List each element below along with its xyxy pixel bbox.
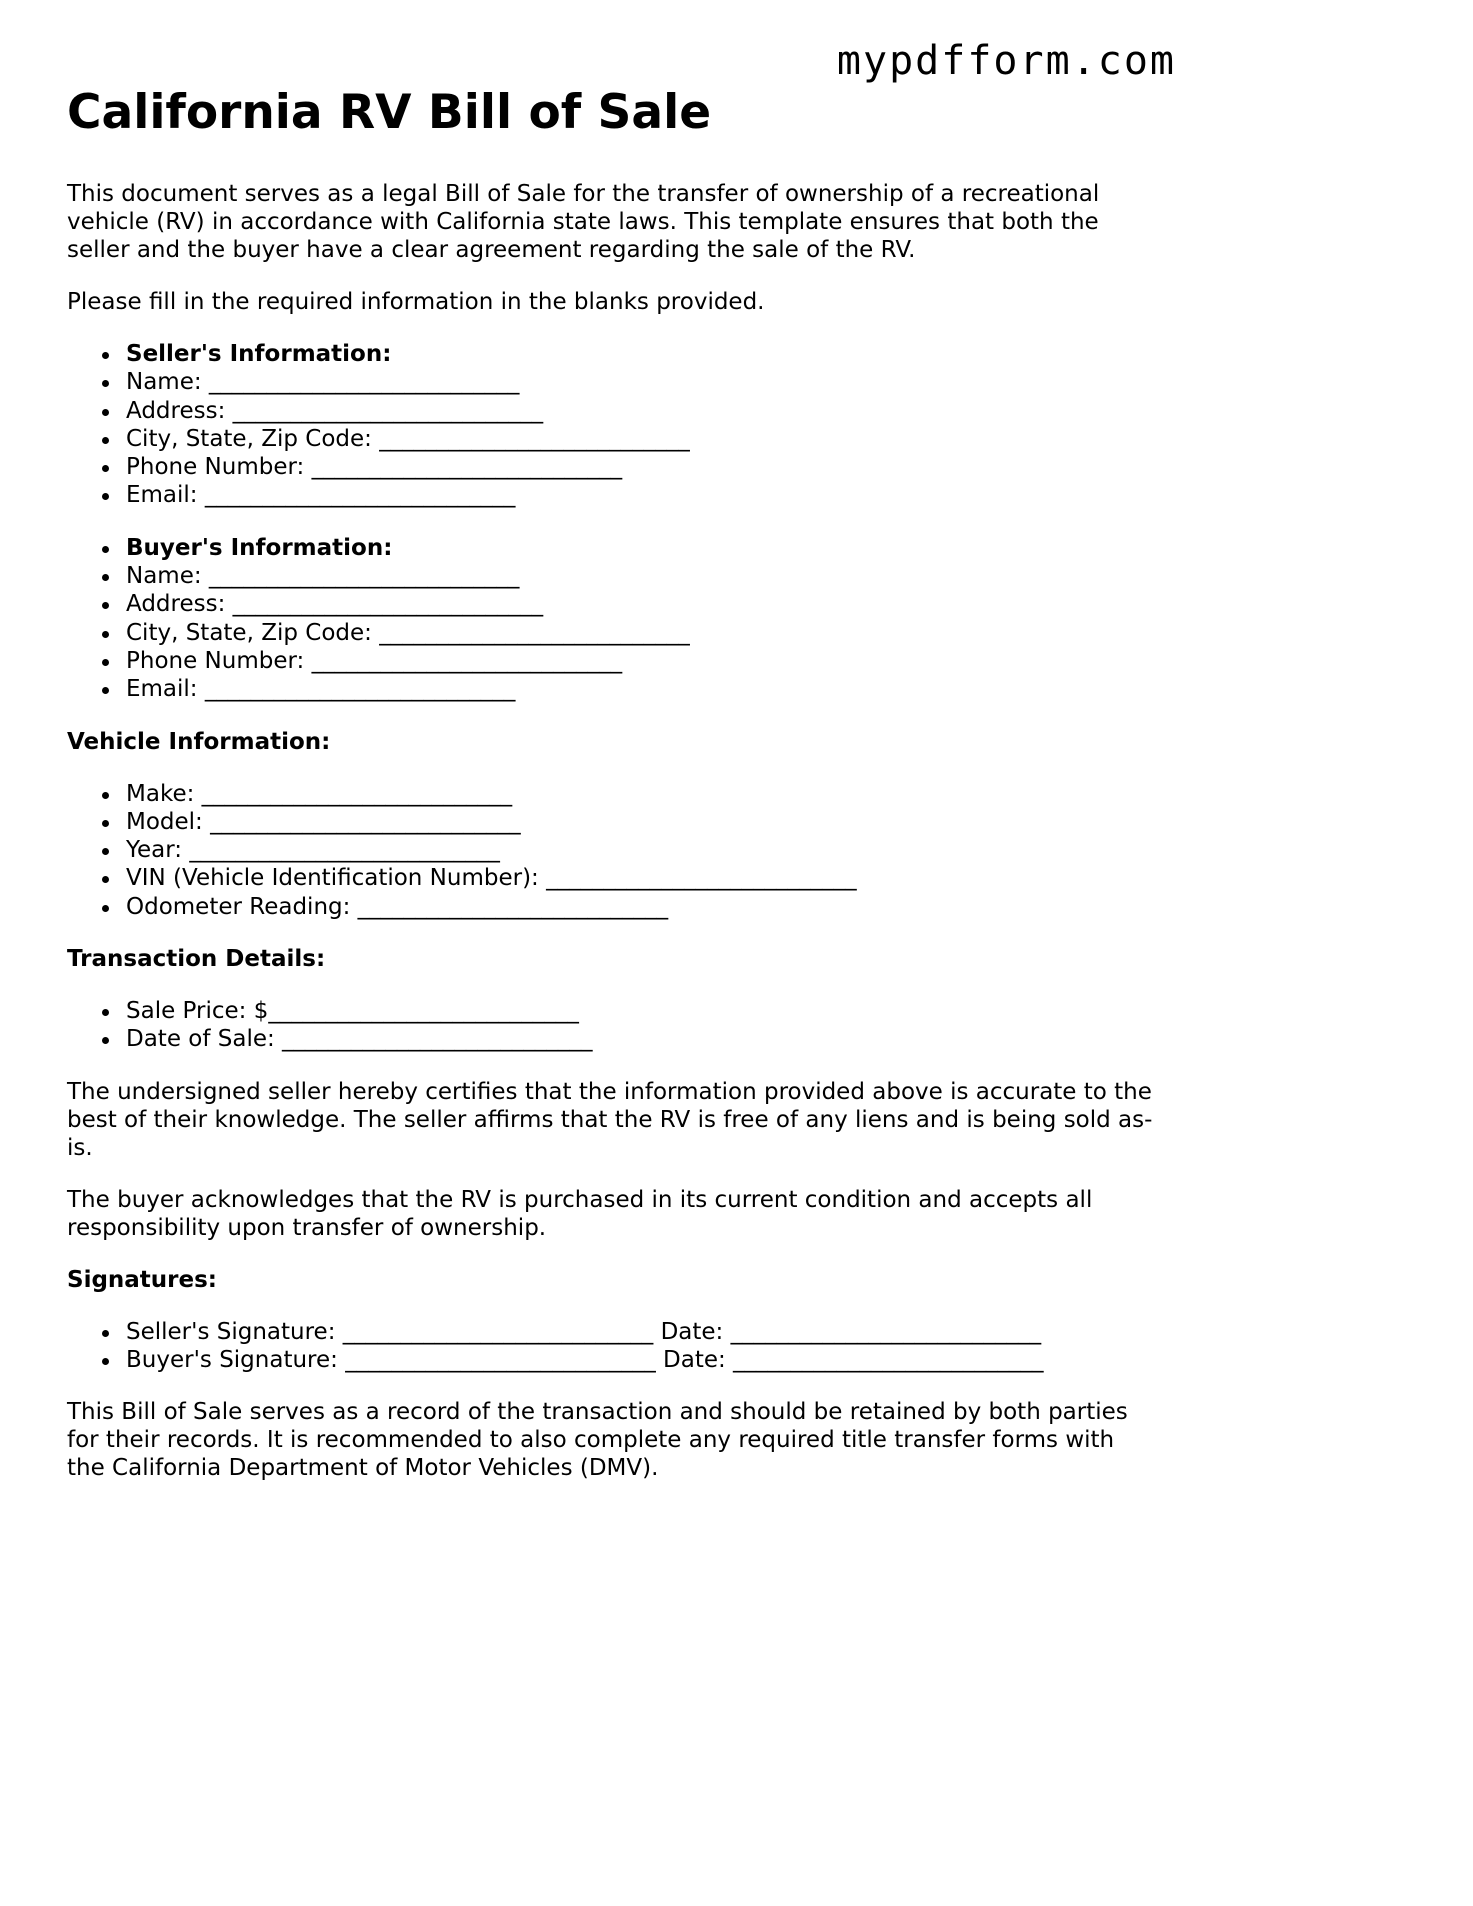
seller-certification-paragraph: The undersigned seller hereby certifies that the information provided above is accurate to the best of their knowledge. The seller affirms that the RV is free of any liens and is being sold as-is. xyxy=(67,1078,1153,1161)
seller-phone-field[interactable]: Phone Number: ___________________________ xyxy=(126,453,1157,481)
vehicle-make-field[interactable]: Make: ___________________________ xyxy=(126,780,1157,808)
vehicle-odometer-field[interactable]: Odometer Reading: ___________________________ xyxy=(126,893,1157,921)
transaction-details-list xyxy=(67,997,1157,1054)
vehicle-info-list xyxy=(67,780,1157,921)
sale-price-field[interactable]: Sale Price: $___________________________ xyxy=(126,997,1157,1025)
signatures-heading: Signatures: xyxy=(67,1266,218,1293)
seller-info-heading: Seller's Information: xyxy=(126,340,1157,368)
seller-address-field[interactable]: Address: ___________________________ xyxy=(126,397,1157,425)
buyer-city-state-zip-field[interactable]: City, State, Zip Code: ___________________________ xyxy=(126,619,1157,647)
site-watermark: mypdfform.com xyxy=(836,38,1176,84)
vehicle-vin-field[interactable]: VIN (Vehicle Identification Number): ___________________________ xyxy=(126,864,1157,892)
transaction-details-heading: Transaction Details: xyxy=(67,946,326,973)
seller-name-field[interactable]: Name: ___________________________ xyxy=(126,368,1157,396)
buyer-info-heading: Buyer's Information: xyxy=(126,534,1157,562)
buyer-acknowledgement-paragraph: The buyer acknowledges that the RV is purchased in its current condition and accepts all responsibility upon transfer of ownership. xyxy=(67,1186,1093,1241)
seller-signature-line[interactable]: Seller's Signature: ___________________________ Date: ___________________________ xyxy=(126,1318,1157,1346)
buyer-signature-line[interactable]: Buyer's Signature: ___________________________ Date: ___________________________ xyxy=(126,1346,1157,1374)
vehicle-year-field[interactable]: Year: ___________________________ xyxy=(126,836,1157,864)
signatures-list xyxy=(67,1318,1157,1375)
seller-email-field[interactable]: Email: ___________________________ xyxy=(126,481,1157,509)
document-title: California RV Bill of Sale xyxy=(67,85,712,140)
vehicle-model-field[interactable]: Model: ___________________________ xyxy=(126,808,1157,836)
instructions-paragraph: Please fill in the required information in the blanks provided. xyxy=(67,289,765,315)
seller-info-list xyxy=(67,340,1157,510)
buyer-name-field[interactable]: Name: ___________________________ xyxy=(126,562,1157,590)
buyer-info-list xyxy=(67,534,1157,704)
buyer-email-field[interactable]: Email: ___________________________ xyxy=(126,675,1157,703)
intro-paragraph: This document serves as a legal Bill of Sale for the transfer of ownership of a recreational vehicle (RV) in accordance with California state laws. This template ensures that both the seller and the buyer have a clear agreement regarding the sale of the RV. xyxy=(67,181,1100,263)
buyer-phone-field[interactable]: Phone Number: ___________________________ xyxy=(126,647,1157,675)
closing-paragraph: This Bill of Sale serves as a record of the transaction and should be retained by both parties for their records. It is recommended to also complete any required title transfer forms with the California Department of Motor Vehicles (DMV). xyxy=(67,1399,1128,1482)
date-of-sale-field[interactable]: Date of Sale: ___________________________ xyxy=(126,1025,1157,1053)
vehicle-info-heading: Vehicle Information: xyxy=(67,728,331,755)
buyer-address-field[interactable]: Address: ___________________________ xyxy=(126,590,1157,618)
document-body xyxy=(67,82,1157,1506)
seller-city-state-zip-field[interactable]: City, State, Zip Code: ___________________________ xyxy=(126,425,1157,453)
